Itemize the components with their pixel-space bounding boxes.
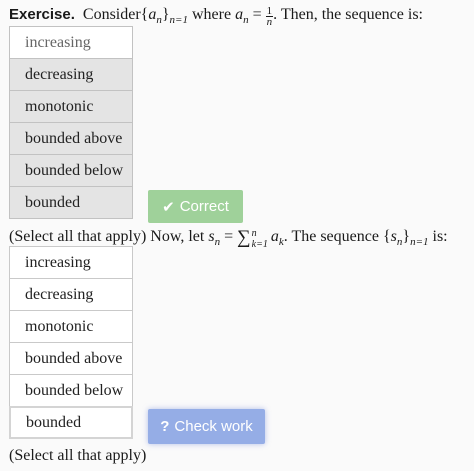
then-text: . Then, the sequence is: [273,6,423,23]
def-sub: n [243,14,249,26]
check-work-label: Check work [174,418,253,435]
seq2-var: s [390,228,397,245]
sum-lower: k=1 [251,239,268,250]
exercise-label: Exercise. [9,6,75,23]
consider-text: Consider [82,6,141,23]
exercise-prompt: Exercise. $Consider\{a_n\}_{n=1}$ where $a_n$ = $\frac{1}{n}$ . Then, the sequence is: [9,5,423,28]
seq-var: a [148,6,157,23]
fraction-numerator: 1 [266,5,273,17]
option-label: bounded [25,193,81,211]
def-var: a [235,6,244,23]
q1-option-monotonic[interactable] [9,90,133,123]
is-text: is: [432,228,448,245]
sequence-text: . The sequence [283,228,379,245]
option-label: bounded above [25,129,123,147]
term-sub: k [278,236,284,248]
option-label: increasing [25,253,91,271]
q1-option-bounded-above[interactable] [9,122,133,155]
q1-option-bounded[interactable] [9,186,133,219]
fraction [266,6,274,27]
select-all-note-2: (Select all that apply) [9,447,147,464]
option-label: decreasing [25,285,94,303]
check-work-button[interactable] [148,409,265,444]
checkmark-icon: ✔ [162,198,175,216]
q2-option-monotonic[interactable] [9,310,133,343]
option-label: bounded [26,413,82,431]
seq-range: n=1 [169,14,188,26]
equals-sign: = [252,6,262,23]
q2-option-bounded-below[interactable] [9,374,133,407]
q2-option-bounded-above[interactable] [9,342,133,375]
option-label: decreasing [25,65,94,83]
sum-symbol: ∑ [237,227,251,248]
transition-text: (Select all that apply) Now, let $s_n$ = ∑ n k=1 $a_k$. The sequence $\{s_n\}_{n=1}$ is: [9,227,448,250]
term-var: a [270,228,279,245]
option-label: monotonic [25,97,94,115]
sum-upper: n [251,228,257,239]
q2-option-bounded[interactable] [9,406,133,439]
q1-option-decreasing[interactable] [9,58,133,91]
q2-option-increasing[interactable] [9,246,133,279]
question2-options [9,246,133,439]
now-let-text: Now, let [150,228,205,245]
seq2-range: n=1 [410,236,429,248]
q1-option-bounded-below[interactable] [9,154,133,187]
correct-button-label: Correct [179,198,229,215]
s-var: s [208,228,215,245]
option-label: bounded below [25,381,124,399]
option-label: bounded above [25,349,123,367]
sum-limits [252,228,268,250]
where-text: where [191,6,232,23]
q1-option-increasing[interactable] [9,26,133,59]
seq-sub: n [156,14,162,26]
correct-button[interactable] [148,190,243,223]
question-icon: ? [160,418,170,435]
option-label: monotonic [25,317,94,335]
fraction-denominator: n [266,16,273,28]
seq2-sub: n [396,236,403,248]
equals-sign: = [224,228,234,245]
option-label: bounded below [25,161,124,179]
q2-option-decreasing[interactable] [9,278,133,311]
select-all-note: (Select all that apply) [9,228,147,245]
s-sub: n [214,236,221,248]
question1-options [9,26,133,219]
option-label: increasing [25,33,91,51]
